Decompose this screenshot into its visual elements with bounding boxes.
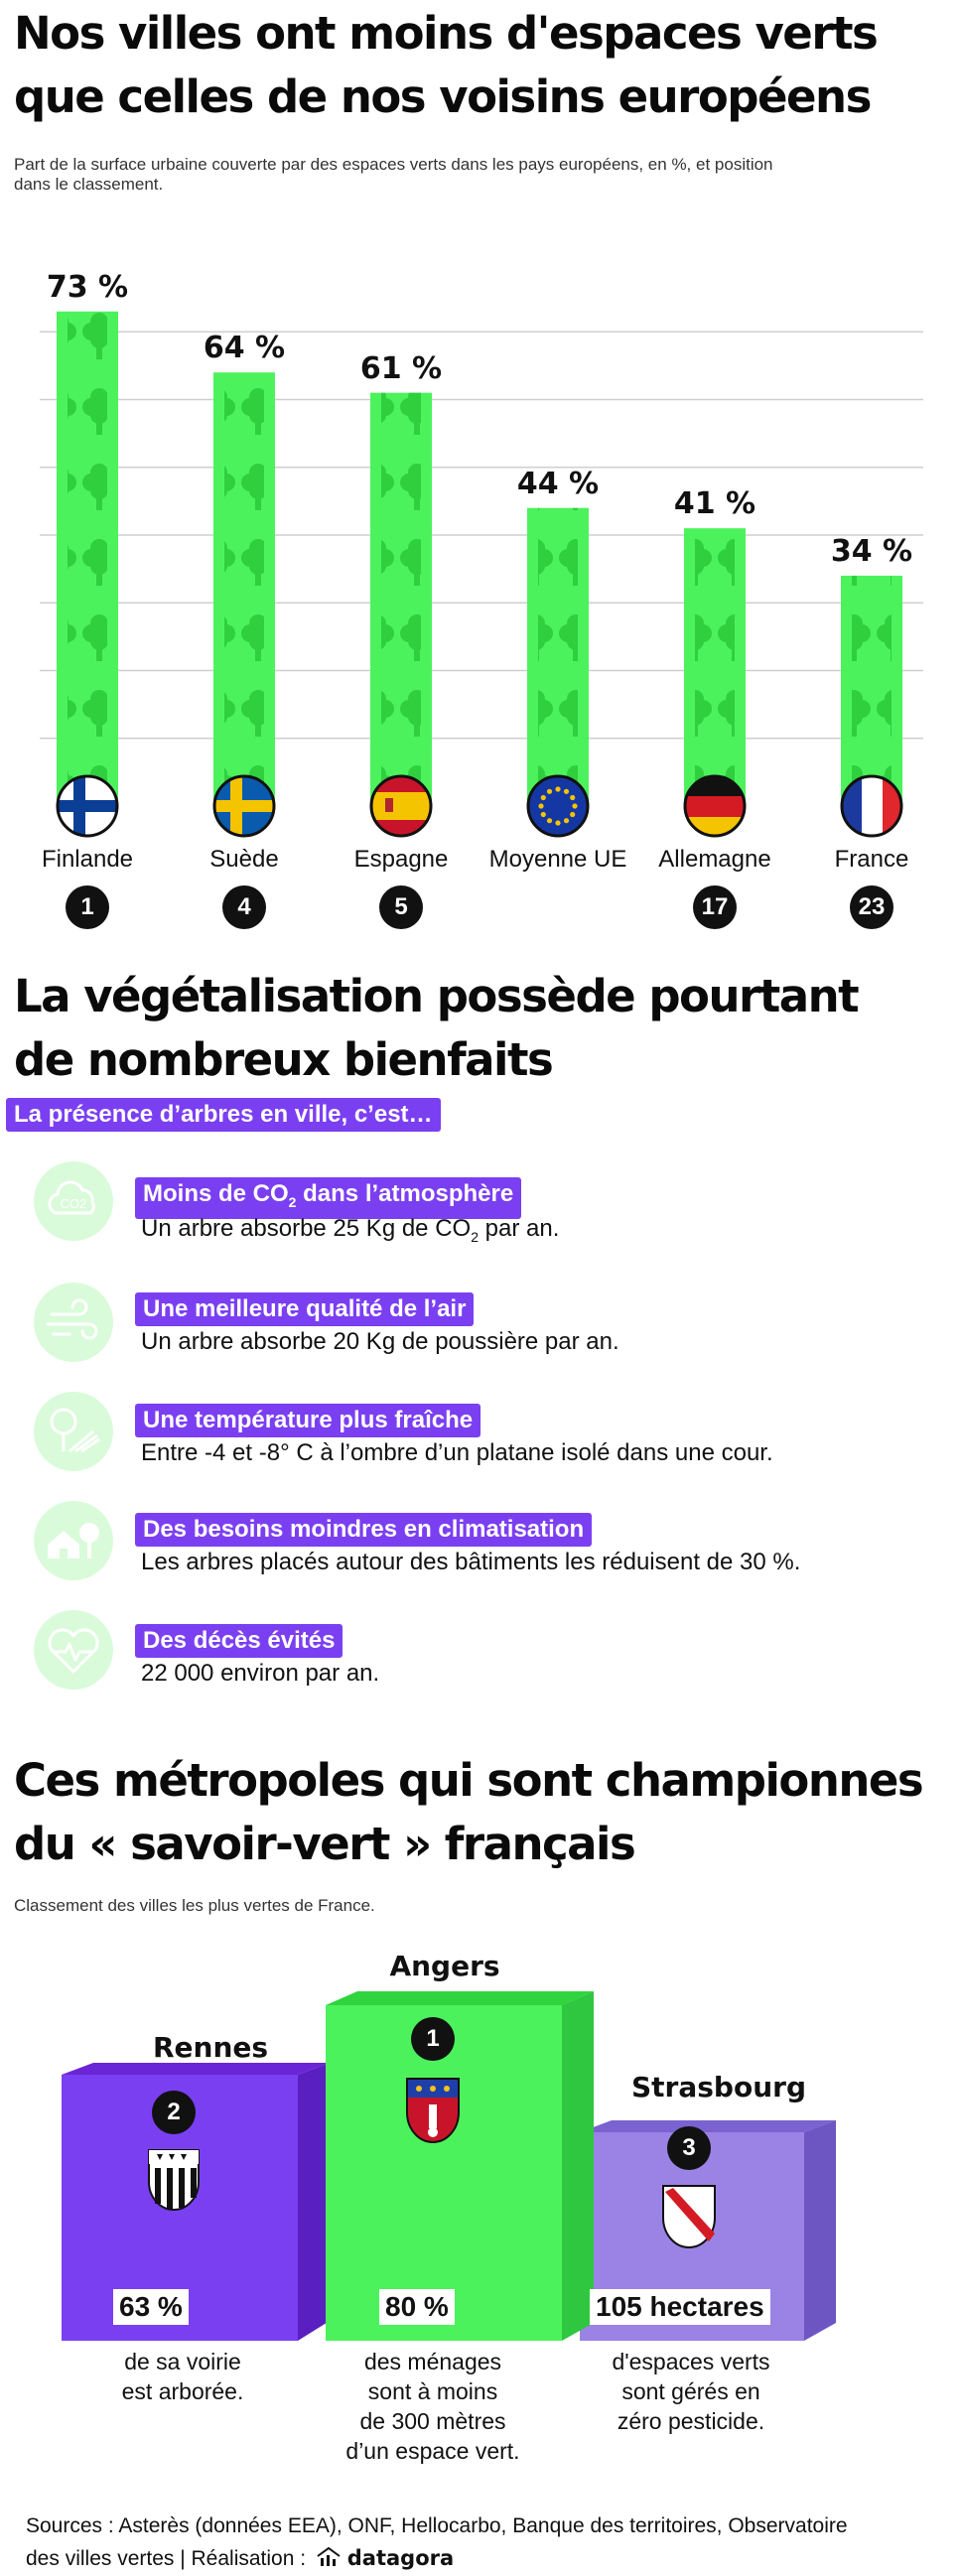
sources-line1: Sources : Asterès (données EEA), ONF, Hellocarbo, Banque des territoires, Observatoire [26,2514,848,2537]
benefit-title-climatisation: Des besoins moindres en climatisation [135,1513,592,1547]
category-label: France [834,846,909,873]
section3-subtitle: Classement des villes les plus vertes de France. [14,1896,375,1915]
strasbourg-coat-of-arms-icon [661,2184,717,2249]
section2-title-line1: La végétalisation possède pourtant [14,970,859,1022]
benefit-title-deces: Des décès évités [135,1624,343,1658]
stat-strasbourg: 105 hectares [590,2289,770,2325]
value-label: 44 % [516,466,600,501]
caption-angers: des ménages sont à moins de 300 mètres d’un espace vert. [345,2349,520,2464]
rank-circle-angers: 1 [411,2017,455,2061]
benefit-text-co2: Un arbre absorbe 25 Kg de $CO_2$ par an. [141,1215,560,1245]
stat-rennes: 63 % [113,2289,189,2325]
bar-tree-pattern [695,528,735,806]
city-name-strasbourg: Strasbourg [631,2071,806,2103]
category-label: Allemagne [658,846,771,873]
rank-badge: 1 [66,885,109,929]
benefit-text-climatisation: Les arbres placés autour des bâtiments les réduisent de 30 %. [141,1549,801,1575]
caption-rennes: de sa voirie est arborée. [121,2349,244,2404]
value-label: 34 % [830,533,913,569]
section1-title-line1: Nos villes ont moins d'espaces verts [14,7,878,60]
sources-line2: des villes vertes | Réalisation : datagora [26,2546,455,2570]
caption-strasbourg: d'espaces verts sont gérés en zéro pesticide. [612,2349,770,2434]
rank-badge: 5 [379,885,423,929]
bar-tree-pattern [68,312,107,806]
benefit-text-temperature: Entre -4 et -8° C à l’ombre d’un platane isolé dans une cour. [141,1439,773,1466]
section1-subtitle-line2: dans le classement. [14,175,164,194]
svg-text:CO2: CO2 [60,1196,87,1211]
category-label: Moyenne UE [488,846,627,873]
stat-angers: 80 % [379,2289,455,2325]
value-label: 73 % [46,269,129,305]
section1-subtitle-line1: Part de la surface urbaine couverte par des espaces verts dans les pays européens, en %, et position [14,155,773,174]
rank-circle-strasbourg: 3 [667,2126,711,2170]
benefit-title-temperature: Une température plus fraîche [135,1404,480,1437]
green-space-bar-chart [0,228,961,943]
rennes-coat-of-arms-icon [147,2148,201,2214]
heart-pulse-icon [34,1610,113,1690]
bar-tree-pattern [381,393,421,806]
house-tree-icon [34,1501,113,1580]
rank-badge: 4 [222,885,266,929]
category-label: Espagne [353,846,449,873]
bar-tree-pattern [852,576,892,806]
section3-title-line2: du « savoir-vert » français [14,1818,635,1870]
value-label: 41 % [673,486,756,522]
co2-cloud-icon [34,1161,113,1241]
benefit-text-air: Un arbre absorbe 20 Kg de poussière par an. [141,1328,619,1355]
tree-shade-icon [34,1392,113,1471]
benefit-title-co2: Moins de $CO_2$ dans l’atmosphère [135,1177,521,1219]
value-label: 64 % [203,331,286,366]
bar-tree-pattern [538,508,578,806]
section1-title-line2: que celles de nos voisins européens [14,70,871,123]
wind-icon [34,1283,113,1362]
value-label: 61 % [359,350,443,386]
bar-tree-pattern [224,372,264,806]
datagora-brand: datagora [346,2546,455,2570]
benefit-text-deces: 22 000 environ par an. [141,1660,380,1687]
rank-badge: 17 [693,885,737,929]
rank-badge: 23 [850,885,893,929]
section2-intro-tag: La présence d’arbres en ville, c’est… [6,1098,441,1132]
category-label: Finlande [41,846,134,873]
section2-title-line2: de nombreux bienfaits [14,1033,553,1086]
benefit-title-air: Une meilleure qualité de l’air [135,1292,474,1326]
category-label: Suède [209,846,279,873]
section3-title-line1: Ces métropoles qui sont championnes [14,1754,923,1807]
city-name-rennes: Rennes [152,2031,269,2064]
angers-coat-of-arms-icon [405,2077,461,2144]
rank-circle-rennes: 2 [152,2091,196,2134]
city-name-angers: Angers [389,1950,500,1982]
